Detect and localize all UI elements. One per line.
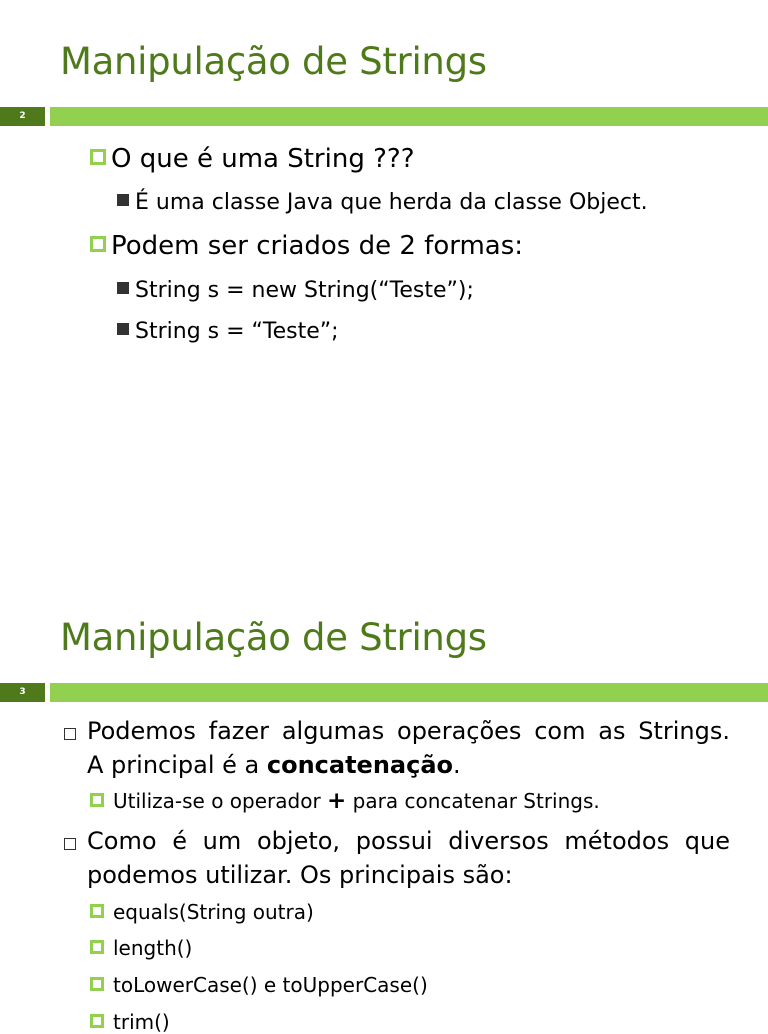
filled-square-bullet-icon bbox=[117, 194, 129, 206]
square-bullet-icon bbox=[90, 940, 104, 954]
bullet-item bbox=[90, 144, 415, 174]
filled-square-bullet-icon bbox=[117, 282, 129, 294]
square-bullet-icon bbox=[90, 904, 104, 918]
bullet-item bbox=[90, 231, 523, 261]
bullet-text: para concatenar Strings. bbox=[346, 789, 600, 813]
method-text: equals(String outra) bbox=[113, 900, 314, 924]
slide-title: Manipulação de Strings bbox=[60, 40, 487, 83]
sub-bullet-item bbox=[90, 788, 600, 814]
text-segment: . bbox=[453, 751, 461, 779]
square-bullet-icon bbox=[90, 149, 106, 165]
method-item bbox=[90, 973, 428, 997]
outline-square-bullet-icon bbox=[64, 728, 76, 740]
bullet-text: Utiliza-se o operador bbox=[113, 789, 328, 813]
square-bullet-icon bbox=[90, 977, 104, 991]
title-divider-bar bbox=[50, 107, 768, 126]
bullet-text: O que é uma String ??? bbox=[111, 144, 415, 174]
title-divider-bar bbox=[50, 683, 768, 702]
sub-bullet-item bbox=[117, 278, 474, 303]
paragraph-methods bbox=[87, 824, 730, 892]
emphasis-text: concatenação bbox=[266, 751, 454, 779]
method-item bbox=[90, 900, 314, 924]
method-item bbox=[90, 936, 192, 960]
bullet-text: String s = “Teste”; bbox=[135, 319, 339, 344]
square-bullet-icon bbox=[90, 1014, 104, 1028]
method-item bbox=[90, 1010, 170, 1034]
operator-text: + bbox=[327, 788, 347, 814]
paragraph-line: podemos utilizar. Os principais são: bbox=[87, 861, 513, 889]
slide-title: Manipulação de Strings bbox=[60, 616, 487, 659]
square-bullet-icon bbox=[90, 236, 106, 252]
paragraph-line: Podemos fazer algumas operações com as Strings. bbox=[87, 717, 730, 745]
outline-square-bullet-icon bbox=[64, 838, 76, 850]
method-text: trim() bbox=[113, 1010, 170, 1034]
method-text: length() bbox=[113, 936, 193, 960]
paragraph-line: Como é um objeto, possui diversos métodos que bbox=[87, 827, 730, 855]
sub-bullet-item bbox=[117, 190, 648, 215]
method-text: toLowerCase() e toUpperCase() bbox=[113, 973, 428, 997]
paragraph-line bbox=[87, 748, 730, 782]
bullet-text: É uma classe Java que herda da classe Object. bbox=[135, 190, 648, 215]
sub-bullet-item bbox=[117, 319, 339, 344]
slide-3 bbox=[0, 575, 768, 1034]
square-bullet-icon bbox=[90, 793, 104, 807]
paragraph-concatenation bbox=[87, 714, 730, 782]
slide-number: 2 bbox=[0, 107, 45, 126]
slide-number: 3 bbox=[0, 683, 45, 702]
text-segment: A principal é a bbox=[87, 751, 267, 779]
filled-square-bullet-icon bbox=[117, 323, 129, 335]
bullet-text: String s = new String(“Teste”); bbox=[135, 278, 474, 303]
bullet-text: Podem ser criados de 2 formas: bbox=[111, 231, 524, 261]
